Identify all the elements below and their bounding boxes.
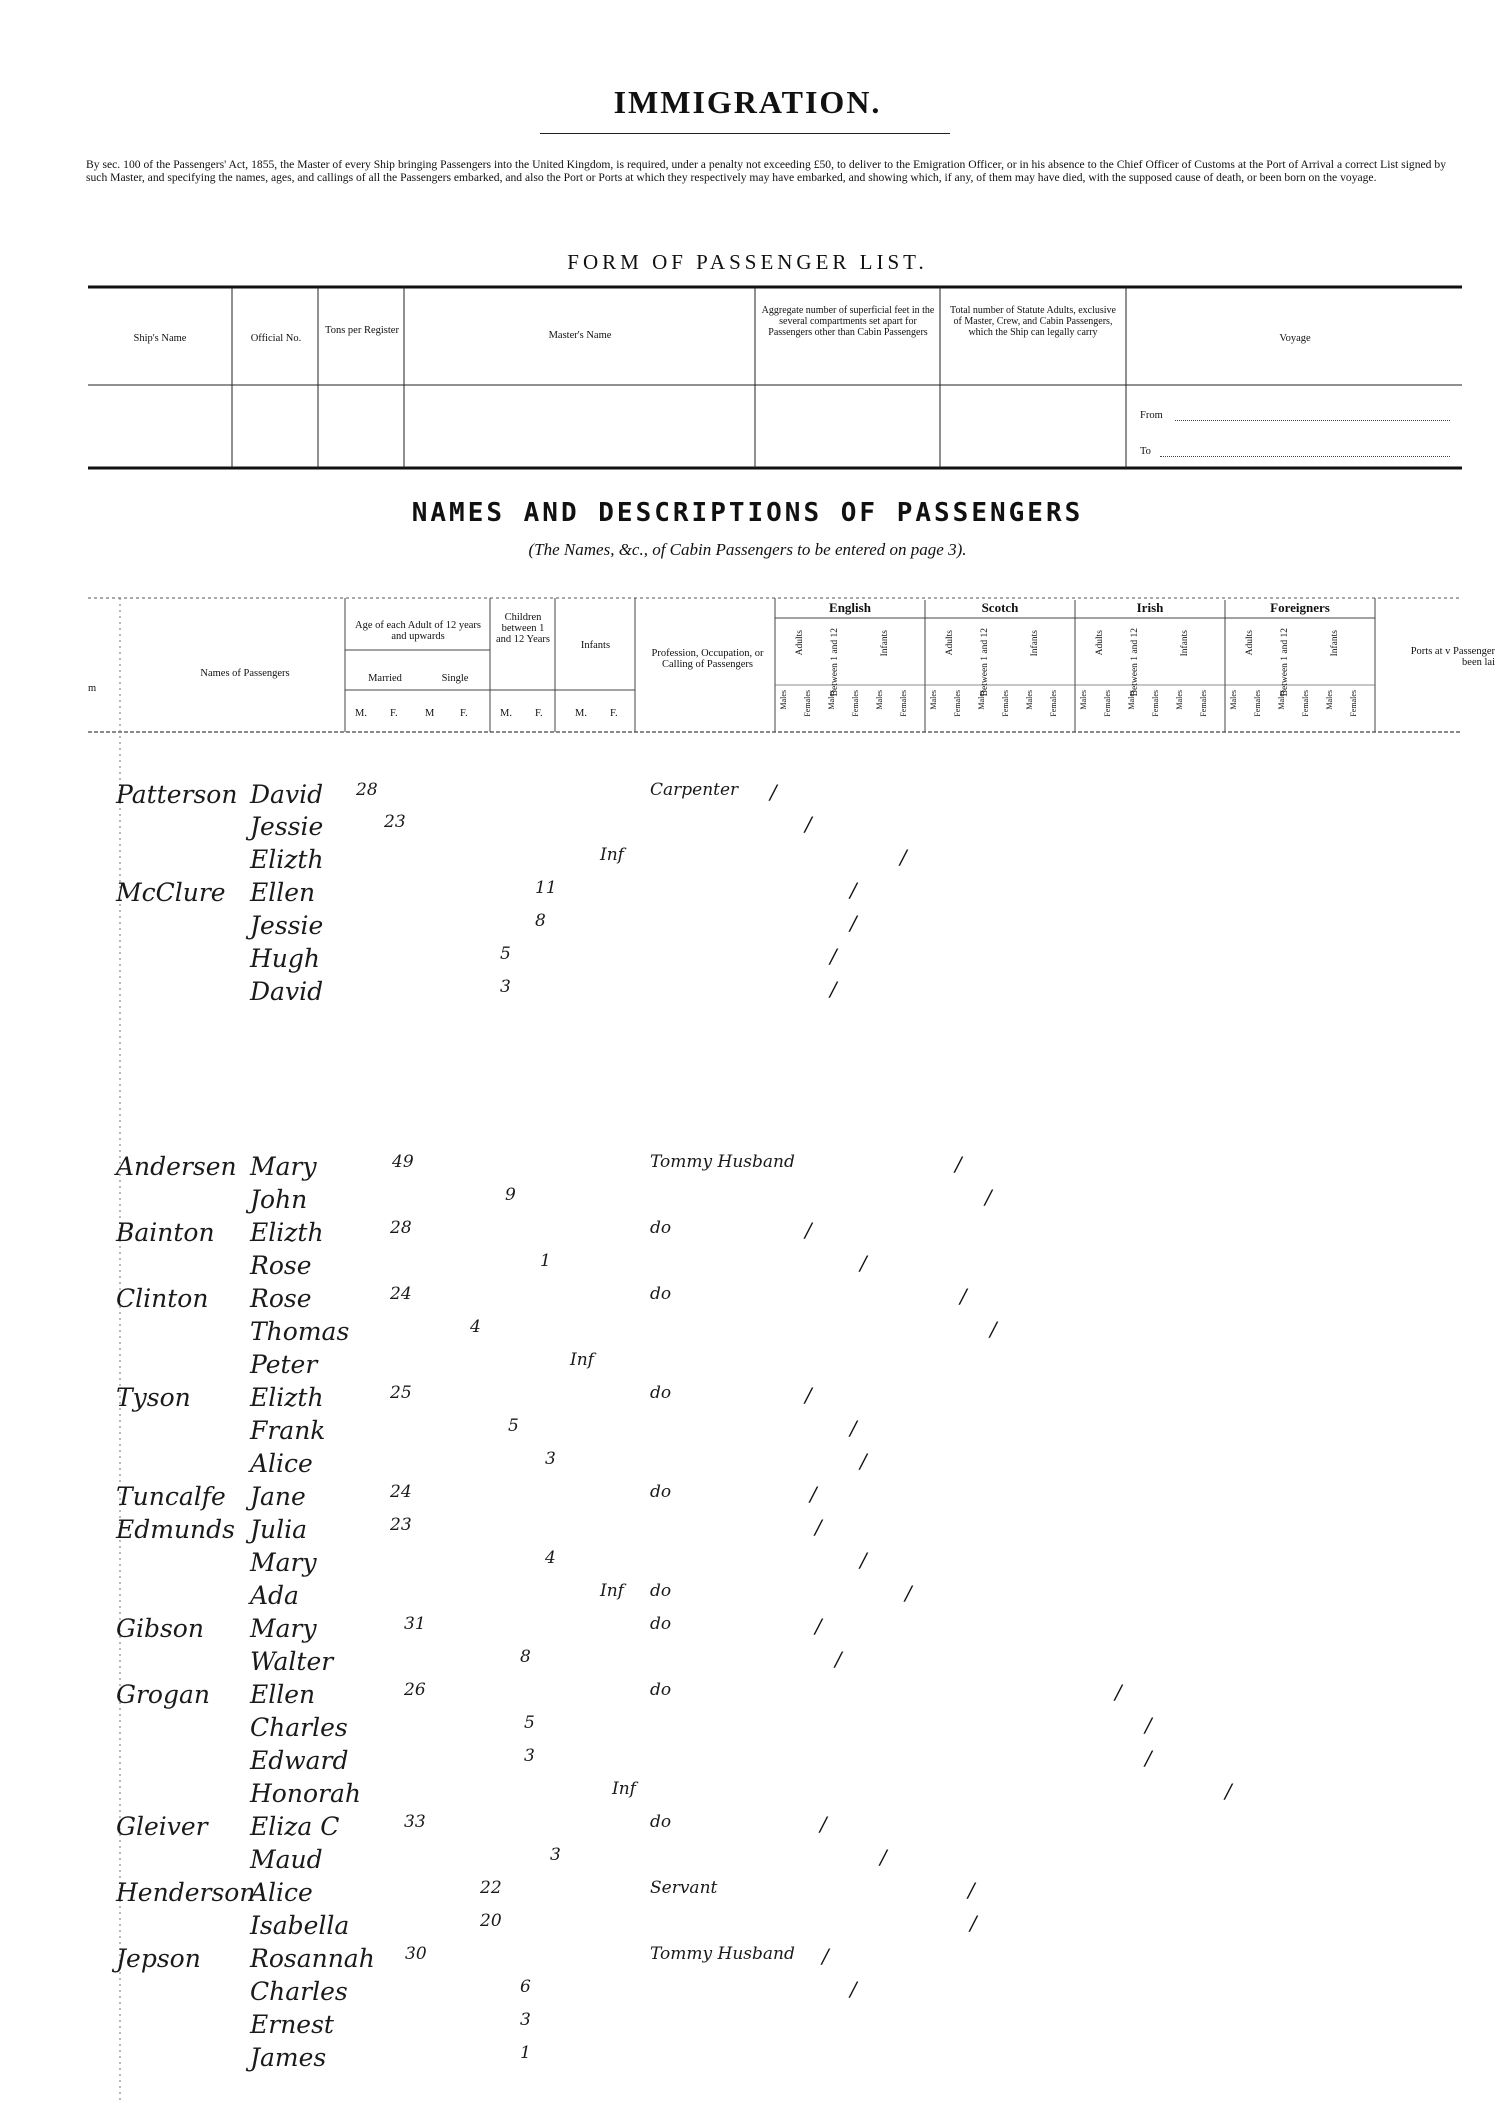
passenger-age: 49 (392, 1152, 414, 1172)
nationality-tick: / (968, 1878, 975, 1902)
gender-label: Males (779, 690, 788, 710)
gender-label: Males (875, 690, 884, 710)
nationality-tick: / (1115, 1680, 1122, 1704)
passenger-given-name: David (250, 977, 324, 1006)
passenger-age: 1 (520, 2043, 531, 2063)
nationality-tick: / (860, 1548, 867, 1572)
mf-4: M. (500, 708, 512, 719)
passenger-given-name: Maud (250, 1845, 323, 1874)
voyage-to-line (1160, 456, 1450, 457)
names-subtitle: (The Names, &c., of Cabin Passengers to be entered on page 3). (528, 540, 967, 559)
passenger-age: 23 (384, 812, 406, 832)
gender-label: Females (1001, 690, 1010, 717)
voyage-header: Voyage (1279, 333, 1311, 344)
ships-name-header: Ship's Name (133, 333, 187, 344)
passenger-surname: Gibson (116, 1614, 204, 1643)
passenger-age: 31 (404, 1614, 426, 1634)
gender-label: Males (1325, 690, 1334, 710)
passenger-given-name: Jane (250, 1482, 306, 1511)
passenger-age: 28 (390, 1218, 412, 1238)
passenger-surname: Andersen (116, 1152, 237, 1181)
passenger-age: 11 (535, 878, 557, 898)
passenger-age: 33 (404, 1812, 426, 1832)
names-title: NAMES AND DESCRIPTIONS OF PASSENGERS (411, 498, 1084, 528)
passenger-given-name: Mary (250, 1152, 317, 1181)
nationality-tick: / (955, 1152, 962, 1176)
profession-header: Profession, Occupation, or Calling of Passengers (651, 648, 764, 670)
nationality-tick: / (815, 1614, 822, 1638)
passenger-age: Inf (600, 1581, 624, 1601)
nationality-tick: / (805, 812, 812, 836)
gender-label: Females (1301, 690, 1310, 717)
passenger-age: 5 (500, 944, 511, 964)
gender-label: Males (977, 690, 986, 710)
english-header: English (829, 600, 871, 615)
passenger-profession: do (650, 1614, 672, 1634)
gender-label: Females (953, 690, 962, 717)
passenger-given-name: Ellen (250, 878, 316, 907)
passenger-given-name: James (250, 2043, 327, 2072)
passenger-profession: Carpenter (650, 780, 739, 800)
mf-5: F. (535, 708, 543, 719)
nationality-tick: / (850, 911, 857, 935)
passenger-age: 30 (405, 1944, 427, 1964)
passenger-age: 20 (480, 1911, 502, 1931)
passenger-age: 23 (390, 1515, 412, 1535)
nationality-tick: / (815, 1515, 822, 1539)
irish-adults: Adults (1095, 630, 1105, 656)
passenger-age: 1 (540, 1251, 551, 1271)
passenger-profession: Tommy Husband (650, 1152, 795, 1172)
english-between: Between 1 and 12 (830, 628, 840, 697)
passenger-age: 5 (508, 1416, 519, 1436)
passenger-given-name: John (250, 1185, 308, 1214)
passenger-age: Inf (570, 1350, 594, 1370)
gender-label: Males (1175, 690, 1184, 710)
passenger-given-name: Elizth (250, 845, 324, 874)
nationality-tick: / (770, 780, 777, 804)
passenger-profession: do (650, 1218, 672, 1238)
passenger-surname: Clinton (116, 1284, 209, 1313)
nationality-tick: / (860, 1449, 867, 1473)
passenger-surname: Bainton (116, 1218, 215, 1247)
passenger-surname: Tuncalfe (116, 1482, 226, 1511)
mf-0: M. (355, 708, 367, 719)
passenger-given-name: Ellen (250, 1680, 316, 1709)
passenger-given-name: Elizth (250, 1383, 324, 1412)
passenger-given-name: Rose (250, 1251, 312, 1280)
passenger-age: 3 (500, 977, 511, 997)
tons-header: Tons per Register (325, 325, 399, 336)
passenger-age: 3 (545, 1449, 556, 1469)
passenger-profession: do (650, 1482, 672, 1502)
foreign-between: Between 1 and 12 (1280, 628, 1290, 697)
gender-label: Males (929, 690, 938, 710)
nationality-tick: / (850, 878, 857, 902)
passenger-age: 3 (520, 2010, 531, 2030)
passenger-given-name: Thomas (250, 1317, 350, 1346)
scotch-header: Scotch (981, 600, 1019, 615)
foreigners-header: Foreigners (1270, 600, 1330, 615)
gender-label: Females (1253, 690, 1262, 717)
voyage-from-line (1175, 420, 1450, 421)
passenger-age: 9 (505, 1185, 516, 1205)
nationality-tick: / (850, 1977, 857, 2001)
passenger-surname: Tyson (116, 1383, 191, 1412)
mf-2: M (425, 708, 435, 719)
nationality-tick: / (1145, 1746, 1152, 1770)
gender-label: Females (803, 690, 812, 717)
passenger-surname: Edmunds (116, 1515, 235, 1544)
passenger-given-name: Mary (250, 1548, 317, 1577)
english-infants: Infants (880, 630, 890, 657)
passenger-given-name: Eliza C (250, 1812, 340, 1841)
passenger-age: 24 (390, 1482, 412, 1502)
nationality-tick: / (990, 1317, 997, 1341)
passenger-age: 8 (535, 911, 546, 931)
nationality-tick: / (835, 1647, 842, 1671)
scotch-between: Between 1 and 12 (980, 628, 990, 697)
gender-label: Males (1079, 690, 1088, 710)
passenger-given-name: Rose (250, 1284, 312, 1313)
gender-label: Females (1349, 690, 1358, 717)
passenger-given-name: Peter (250, 1350, 318, 1379)
passenger-age: 26 (404, 1680, 426, 1700)
nationality-tick: / (960, 1284, 967, 1308)
passenger-given-name: Honorah (250, 1779, 361, 1808)
passenger-surname: Gleiver (116, 1812, 208, 1841)
gender-label: Females (899, 690, 908, 717)
passenger-given-name: Isabella (250, 1911, 350, 1940)
passenger-given-name: Jessie (250, 812, 324, 841)
form-title: FORM OF PASSENGER LIST. (567, 250, 928, 274)
age-adult-header: Age of each Adult of 12 years and upwards (355, 620, 481, 642)
passenger-surname: Henderson (116, 1878, 256, 1907)
passenger-age: 5 (524, 1713, 535, 1733)
page-title: IMMIGRATION. (613, 84, 882, 120)
passenger-surname: Jepson (116, 1944, 201, 1973)
passenger-given-name: Hugh (250, 944, 321, 973)
nationality-tick: / (860, 1251, 867, 1275)
m-header: m (88, 683, 97, 694)
passenger-profession: do (650, 1812, 672, 1832)
passenger-given-name: Charles (250, 1713, 348, 1742)
passenger-age: 3 (550, 1845, 561, 1865)
passenger-age: 6 (520, 1977, 531, 1997)
single-header: Single (441, 673, 469, 684)
english-adults: Adults (795, 630, 805, 656)
foreign-adults: Adults (1245, 630, 1255, 656)
nationality-tick: / (830, 944, 837, 968)
nationality-tick: / (880, 1845, 887, 1869)
passenger-age: 25 (390, 1383, 412, 1403)
passenger-given-name: Rosannah (250, 1944, 375, 1973)
gender-label: Females (1199, 690, 1208, 717)
mf-7: F. (610, 708, 618, 719)
nationality-tick: / (905, 1581, 912, 1605)
scotch-adults: Adults (945, 630, 955, 656)
nationality-tick: / (1225, 1779, 1232, 1803)
voyage-to-label: To (1140, 446, 1151, 457)
foreign-infants: Infants (1330, 630, 1340, 657)
nationality-tick: / (830, 977, 837, 1001)
passenger-profession: Servant (650, 1878, 718, 1898)
passenger-profession: Tommy Husband (650, 1944, 795, 1964)
gender-label: Males (1127, 690, 1136, 710)
gender-label: Females (1049, 690, 1058, 717)
passenger-given-name: Walter (250, 1647, 334, 1676)
gender-label: Males (827, 690, 836, 710)
passenger-profession: do (650, 1383, 672, 1403)
passenger-given-name: Julia (250, 1515, 308, 1544)
ports-header: Ports at v Passenger been lai (1410, 646, 1495, 668)
nationality-tick: / (985, 1185, 992, 1209)
mf-3: F. (460, 708, 468, 719)
passenger-age: 8 (520, 1647, 531, 1667)
passenger-given-name: Frank (250, 1416, 326, 1445)
passenger-given-name: Jessie (250, 911, 324, 940)
passenger-given-name: Mary (250, 1614, 317, 1643)
passenger-age: 3 (524, 1746, 535, 1766)
passenger-age: 4 (470, 1317, 481, 1337)
irish-infants: Infants (1180, 630, 1190, 657)
passenger-given-name: Charles (250, 1977, 348, 2006)
passenger-age: 24 (390, 1284, 412, 1304)
intro-paragraph: By sec. 100 of the Passengers' Act, 1855, the Master of every Ship bringing Passengers into the United Kingdom, is required, under a penalty not exceeding £50, to deliver to the Emigration Officer, or in his absence to the Chief Officer of Customs at the Port of Arrival a correct List signed by such Master, and specifying the names, ages, and callings of all the Passengers embarked, and also the Port or Ports at which they respectively may have embarked, and showing which, if any, of them may have died, with the supposed cause of death, or been born on the voyage. (86, 158, 1446, 184)
passenger-age: 22 (480, 1878, 502, 1898)
aggregate-header: Aggregate number of superficial feet in the several compartments set apart for Passengers other than Cabin Passengers (761, 305, 935, 338)
passenger-profession: do (650, 1581, 672, 1601)
married-header: Married (368, 673, 402, 684)
passenger-surname: Patterson (116, 780, 238, 809)
mf-6: M. (575, 708, 587, 719)
passenger-given-name: Alice (250, 1449, 313, 1478)
nationality-tick: / (820, 1812, 827, 1836)
nationality-tick: / (970, 1911, 977, 1935)
nationality-tick: / (850, 1416, 857, 1440)
masters-name-header: Master's Name (548, 330, 612, 341)
voyage-from-label: From (1140, 410, 1163, 421)
nationality-tick: / (810, 1482, 817, 1506)
infants-header: Infants (580, 640, 611, 651)
passenger-age: Inf (600, 845, 624, 865)
passenger-surname: McClure (116, 878, 226, 907)
nationality-tick: / (822, 1944, 829, 1968)
nationality-tick: / (900, 845, 907, 869)
gender-label: Males (1277, 690, 1286, 710)
irish-between: Between 1 and 12 (1130, 628, 1140, 697)
passenger-surname: Grogan (116, 1680, 210, 1709)
gender-label: Females (1151, 690, 1160, 717)
passenger-given-name: Elizth (250, 1218, 324, 1247)
passenger-profession: do (650, 1284, 672, 1304)
passenger-given-name: Edward (250, 1746, 349, 1775)
passenger-given-name: David (250, 780, 324, 809)
passenger-age: Inf (612, 1779, 636, 1799)
scotch-infants: Infants (1030, 630, 1040, 657)
total-adults-header: Total number of Statute Adults, exclusive of Master, Crew, and Cabin Passengers, which the Ship can legally carry (950, 305, 1116, 338)
children-header: Children between 1 and 12 Years (496, 612, 550, 645)
irish-header: Irish (1136, 600, 1164, 615)
gender-label: Males (1025, 690, 1034, 710)
passenger-age: 28 (356, 780, 378, 800)
passenger-given-name: Ernest (250, 2010, 334, 2039)
official-no-header: Official No. (250, 333, 302, 344)
gender-label: Females (1103, 690, 1112, 717)
nationality-tick: / (805, 1218, 812, 1242)
nationality-tick: / (805, 1383, 812, 1407)
names-header: Names of Passengers (200, 668, 290, 679)
gender-label: Males (1229, 690, 1238, 710)
passenger-given-name: Ada (250, 1581, 299, 1610)
passenger-age: 4 (545, 1548, 556, 1568)
passenger-given-name: Alice (250, 1878, 313, 1907)
gender-label: Females (851, 690, 860, 717)
nationality-tick: / (1145, 1713, 1152, 1737)
mf-1: F. (390, 708, 398, 719)
passenger-profession: do (650, 1680, 672, 1700)
